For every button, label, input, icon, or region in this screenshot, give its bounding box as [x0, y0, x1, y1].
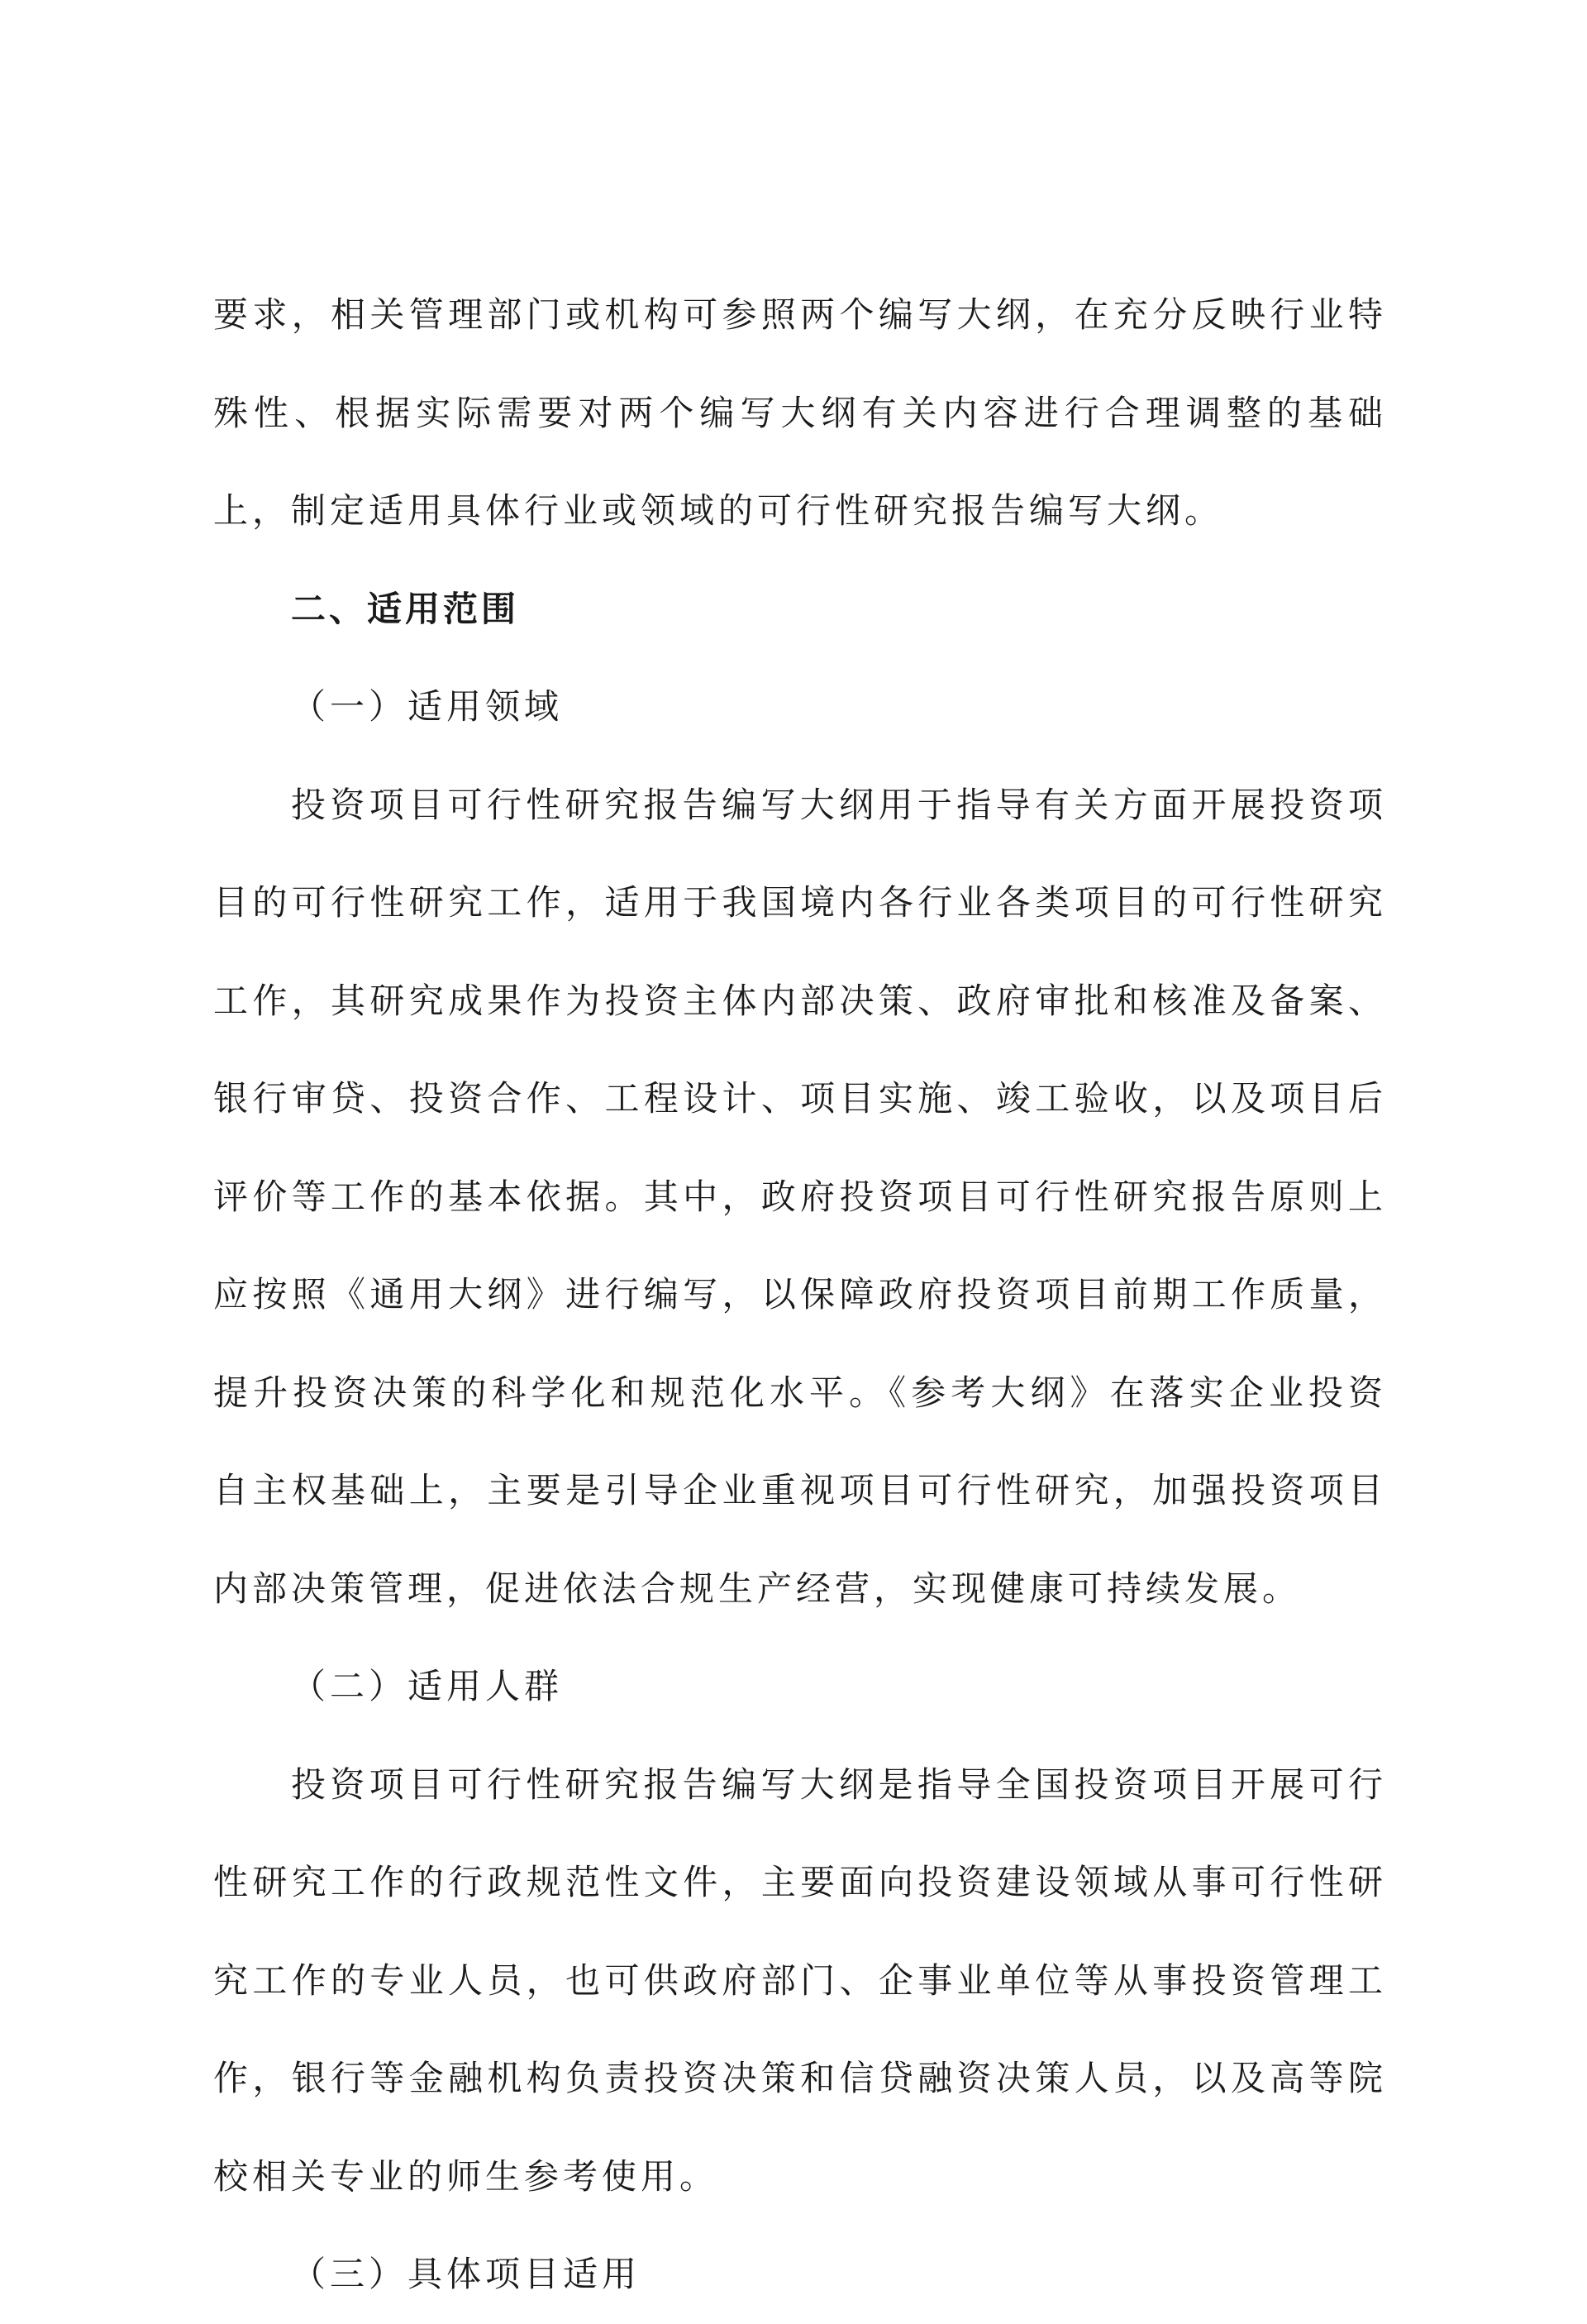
document-body — [213, 266, 1387, 2324]
section-heading-scope: 二、适用范围 — [291, 588, 520, 629]
paragraph-audience: 投资项目可行性研究报告编写大纲是指导全国投资项目开展可行性研究工作的行政规范性文件，主要面向投资建设领域从事可行性研究工作的专业人员，也可供政府部门、企事业单位等从事投资管理工作，银行等金融机构负责投资决策和信贷融资决策人员，以及高等院校相关专业的师生参考使用。 — [213, 1763, 1387, 2197]
paragraph-intro-continuation: 要求，相关管理部门或机构可参照两个编写大纲，在充分反映行业特殊性、根据实际需要对两个编写大纲有关内容进行合理调整的基础上，制定适用具体行业或领域的可行性研究报告编写大纲。 — [213, 294, 1387, 531]
subsection-heading-fields: （一）适用领域 — [291, 686, 564, 727]
subsection-heading-audience: （二）适用人群 — [291, 1666, 564, 1706]
paragraph-fields: 投资项目可行性研究报告编写大纲用于指导有关方面开展投资项目的可行性研究工作，适用于我国境内各行业各类项目的可行性研究工作，其研究成果作为投资主体内部决策、政府审批和核准及备案、银行审贷、投资合作、工程设计、项目实施、竣工验收，以及项目后评价等工作的基本依据。其中，政府投资项目可行性研究报告原则上应按照《通用大纲》进行编写，以保障政府投资项目前期工作质量，提升投资决策的科学化和规范化水平。《参考大纲》在落实企业投资自主权基础上，主要是引导企业重视项目可行性研究，加强投资项目内部决策管理，促进依法合规生产经营，实现健康可持续发展。 — [213, 784, 1387, 1609]
subsection-heading-specific-projects: （三）具体项目适用 — [291, 2254, 641, 2294]
